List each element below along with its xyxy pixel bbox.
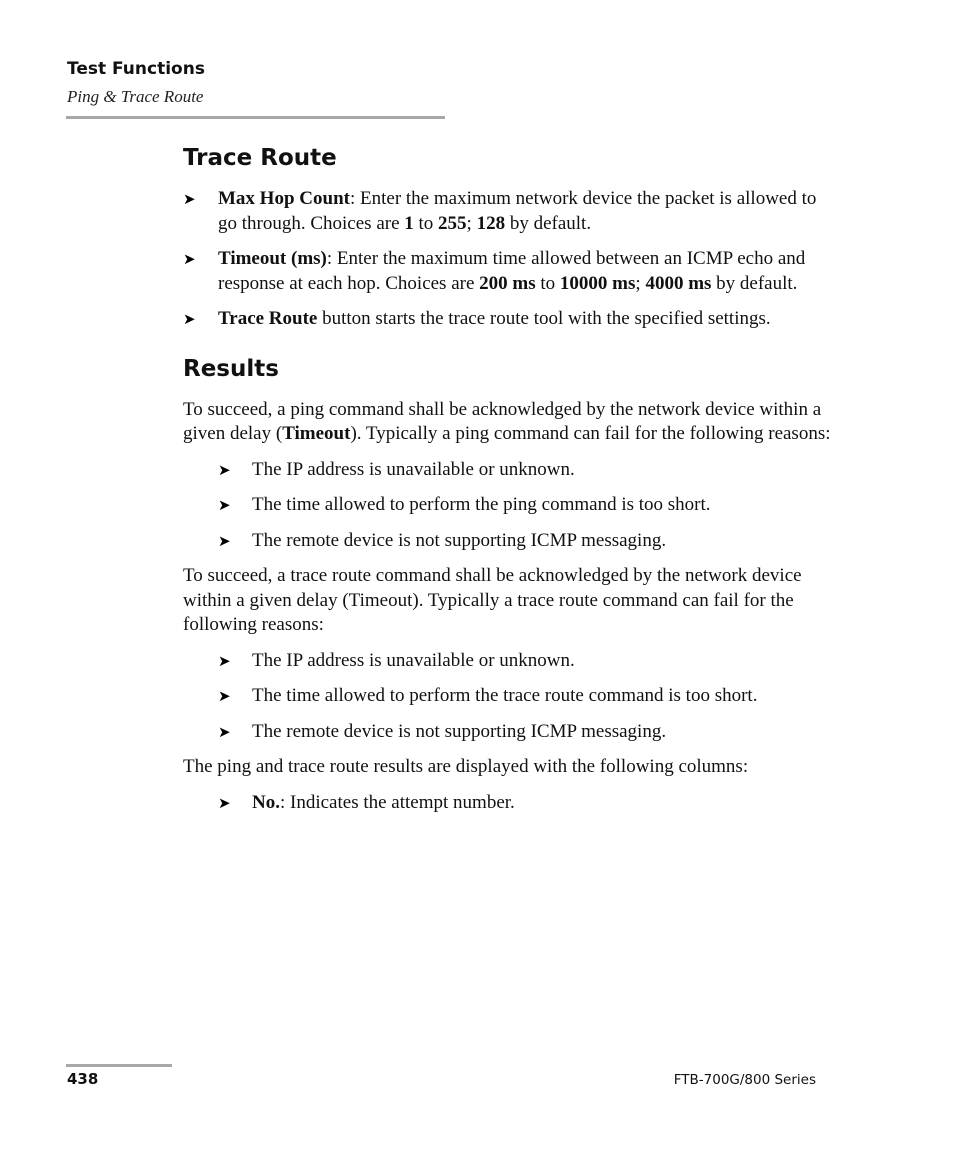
list-item-text: The remote device is not supporting ICMP messaging. (252, 529, 667, 551)
bullet-arrow-icon: ➤ (218, 724, 231, 741)
text-run: : Indicates the attempt number. (279, 791, 515, 813)
ping-intro-paragraph (183, 398, 833, 447)
trace-intro-paragraph: To succeed, a trace route command shall be acknowledged by the network device within a given delay (Timeout). Typically a trace route command can fail for the following reasons: (183, 565, 802, 635)
list-item-text: The IP address is unavailable or unknown. (252, 649, 575, 671)
list-item-text: The IP address is unavailable or unknown. (252, 458, 575, 480)
bullet-arrow-icon: ➤ (218, 462, 231, 479)
list-item (183, 307, 833, 332)
bold-term: 4000 ms (645, 272, 712, 294)
trace-route-heading: Trace Route (183, 145, 337, 171)
list-item (218, 493, 833, 518)
text-run: ; (466, 212, 477, 234)
header-divider (66, 116, 445, 119)
columns-intro-paragraph: The ping and trace route results are displayed with the following columns: (183, 756, 749, 777)
page-content (183, 143, 833, 815)
bullet-arrow-icon: ➤ (183, 312, 196, 328)
text-run: by default. (505, 212, 592, 234)
list-item-text: The time allowed to perform the trace route command is too short. (252, 685, 758, 706)
list-item (218, 529, 833, 554)
list-item (218, 720, 833, 745)
ping-failure-reasons-list (183, 458, 833, 554)
list-item (218, 684, 833, 709)
bold-term: Trace Route (218, 308, 318, 329)
bold-term: 1 (404, 212, 414, 234)
list-item (218, 649, 833, 674)
result-columns-list (183, 791, 833, 816)
bullet-arrow-icon: ➤ (218, 498, 231, 514)
bold-term: No. (252, 791, 280, 813)
text-run: to (413, 212, 439, 234)
chapter-title: Test Functions (67, 59, 205, 79)
bullet-arrow-icon: ➤ (183, 252, 196, 268)
bold-term: Timeout (282, 423, 351, 444)
text-run: : Enter the maximum network device the packet is allowed to go through. Choices are (218, 188, 817, 234)
page-number: 438 (67, 1070, 99, 1088)
bullet-arrow-icon: ➤ (218, 653, 231, 670)
bold-term: 200 ms (479, 272, 536, 294)
text-run: button starts the trace route tool with the specified settings. (317, 308, 771, 329)
text-run: To succeed, a ping command shall be acknowledged by the network device within a given delay ( (183, 398, 822, 444)
bullet-arrow-icon: ➤ (183, 192, 196, 208)
bold-term: Timeout (ms) (218, 248, 327, 269)
bullet-arrow-icon: ➤ (218, 795, 231, 812)
section-subtitle: Ping & Trace Route (67, 87, 204, 106)
list-item (183, 187, 833, 236)
product-series: FTB-700G/800 Series (673, 1072, 816, 1088)
list-item-text: The remote device is not supporting ICMP messaging. (252, 720, 667, 742)
list-item (218, 791, 833, 816)
text-run: : Enter the maximum time allowed between an ICMP echo and response at each hop. Choices are (218, 248, 806, 294)
running-header (67, 58, 205, 108)
text-run: ; (635, 272, 646, 294)
bold-term: 255 (438, 212, 467, 234)
text-run: to (535, 272, 560, 294)
bullet-arrow-icon: ➤ (218, 533, 231, 550)
list-item (183, 247, 833, 296)
bold-term: 10000 ms (559, 272, 636, 294)
footer-divider (66, 1064, 172, 1067)
bold-term: Max Hop Count (218, 188, 350, 209)
trace-failure-reasons-list (183, 649, 833, 745)
trace-route-settings-list (183, 187, 833, 332)
bold-term: 128 (476, 212, 506, 234)
list-item-text: The time allowed to perform the ping command is too short. (252, 494, 711, 515)
list-item (218, 458, 833, 483)
text-run: by default. (711, 272, 798, 294)
bullet-arrow-icon: ➤ (218, 689, 231, 705)
text-run: ). Typically a ping command can fail for the following reasons: (350, 423, 831, 444)
results-heading: Results (183, 355, 279, 382)
